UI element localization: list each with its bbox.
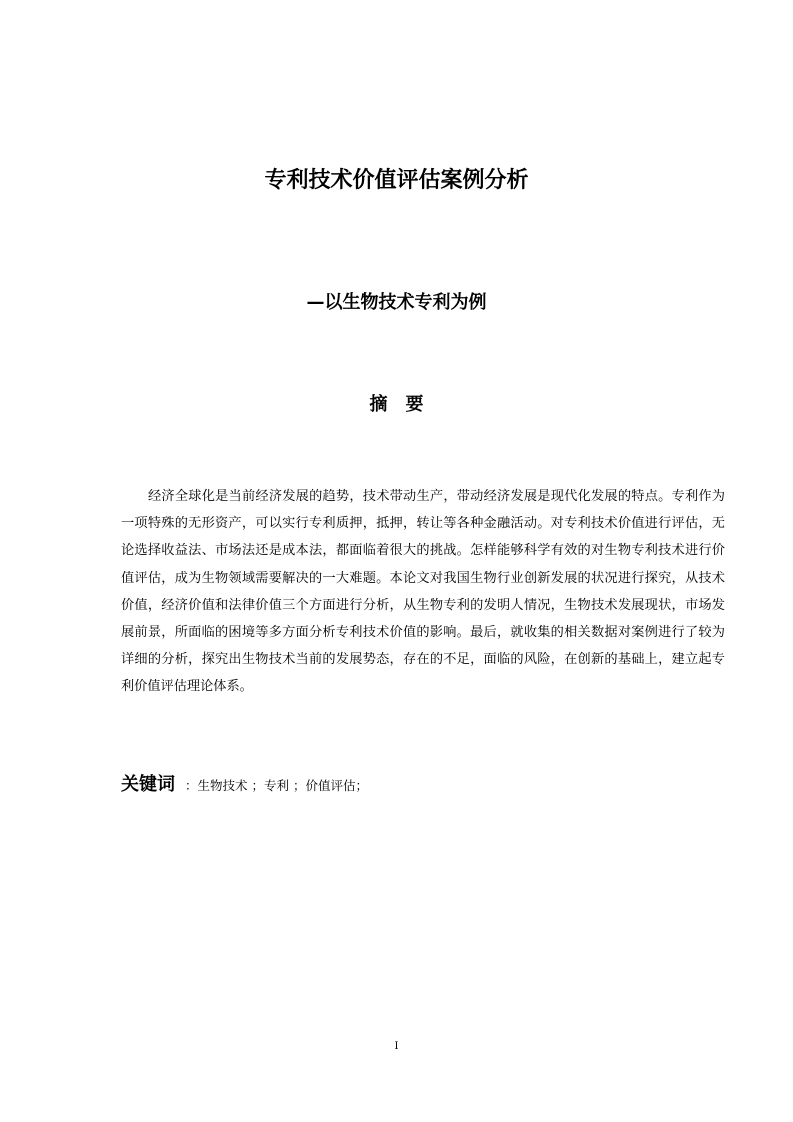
abstract-paragraph: 经济全球化是当前经济发展的趋势，技术带动生产，带动经济发展是现代化发展的特点。专利作为一项特殊的无形资产，可以实行专利质押，抵押，转让等各种金融活动。对专利技术价值进行评估，无论选择收益法、市场法还是成本法，都面临着很大的挑战。怎样能够科学有效的对生物专利技术进行价值评估，成为生物领域需要解决的一大难题。本论文对我国生物行业创新发展的状况进行探究，从技术价值，经济价值和法律价值三个方面进行分析，从生物专利的发明人情况，生物技术发展现状，市场发展前景，所面临的困境等多方面分析专利技术价值的影响。最后，就收集的相关数据对案例进行了较为详细的分析，探究出生物技术当前的发展势态，存在的不足，面临的风险，在创新的基础上，建立起专利价值评估理论体系。	[121, 489, 725, 695]
paper-title: 专利技术价值评估案例分析	[264, 168, 529, 193]
page-number: I	[394, 1041, 399, 1052]
keywords-line	[121, 770, 368, 796]
keywords-label: 关键词	[121, 774, 175, 795]
abstract-heading	[0, 392, 793, 418]
paper-subtitle: —以生物技术专利为例	[306, 292, 487, 313]
abstract-heading-char-1: 摘	[369, 394, 388, 415]
abstract-heading-char-2: 要	[405, 394, 424, 415]
keywords-values: ：生物技术 ；专利 ；价值评估；	[185, 778, 368, 793]
